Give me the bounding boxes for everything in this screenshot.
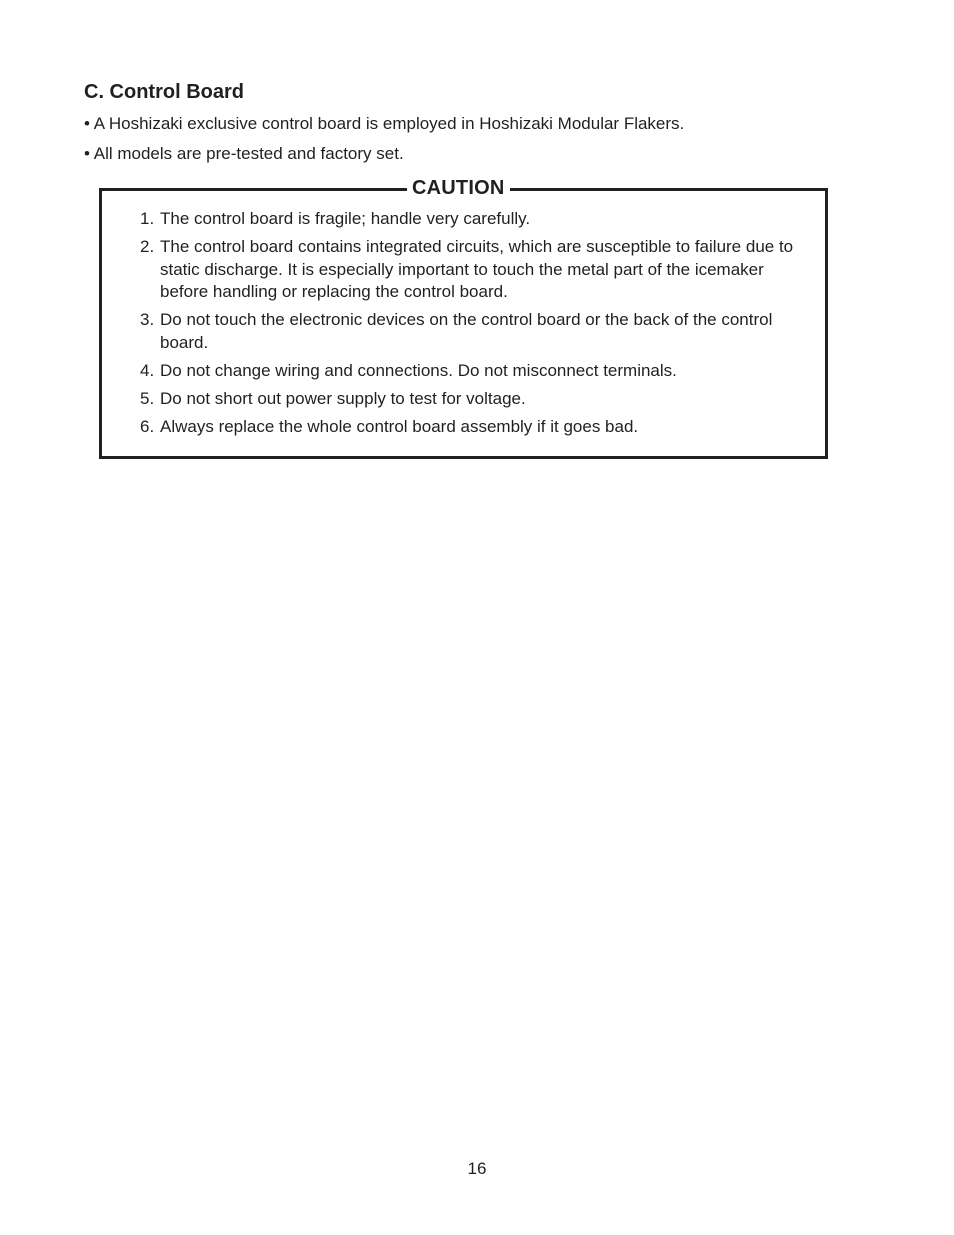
caution-item bbox=[140, 416, 810, 439]
caution-title: CAUTION bbox=[407, 176, 510, 200]
page-number: 16 bbox=[467, 1159, 487, 1178]
caution-item bbox=[140, 236, 810, 304]
bullet-list bbox=[84, 113, 684, 173]
caution-list bbox=[140, 208, 810, 444]
caution-item-number: 2. bbox=[140, 237, 155, 256]
caution-item-number: 6. bbox=[140, 416, 155, 436]
caution-item-text: Do not touch the electronic devices on the control board or the back of the control board. bbox=[160, 310, 773, 352]
caution-box bbox=[99, 177, 828, 459]
caution-item-number: 4. bbox=[140, 360, 155, 380]
caution-item-number: 5. bbox=[140, 388, 155, 408]
caution-item bbox=[140, 309, 810, 354]
caution-item bbox=[140, 208, 810, 231]
bullet-item: • All models are pre-tested and factory set. bbox=[84, 144, 404, 163]
bullet-item: • A Hoshizaki exclusive control board is employed in Hoshizaki Modular Flakers. bbox=[84, 114, 685, 133]
caution-item-text: Always replace the whole control board assembly if it goes bad. bbox=[160, 416, 639, 436]
caution-item-text: The control board is fragile; handle very carefully. bbox=[160, 209, 531, 228]
caution-item-text: Do not short out power supply to test for voltage. bbox=[160, 388, 526, 408]
caution-item-text: Do not change wiring and connections. Do not misconnect terminals. bbox=[160, 360, 677, 380]
caution-item-number: 1. bbox=[140, 209, 155, 228]
caution-item bbox=[140, 388, 810, 411]
section-title: C. Control Board bbox=[84, 81, 244, 103]
caution-item bbox=[140, 360, 810, 383]
caution-item-number: 3. bbox=[140, 310, 155, 329]
caution-item-text: The control board contains integrated circuits, which are susceptible to failure due to static discharge. It is especially important to touch the metal part of the icemaker before handling or replacing the control board. bbox=[160, 237, 794, 301]
